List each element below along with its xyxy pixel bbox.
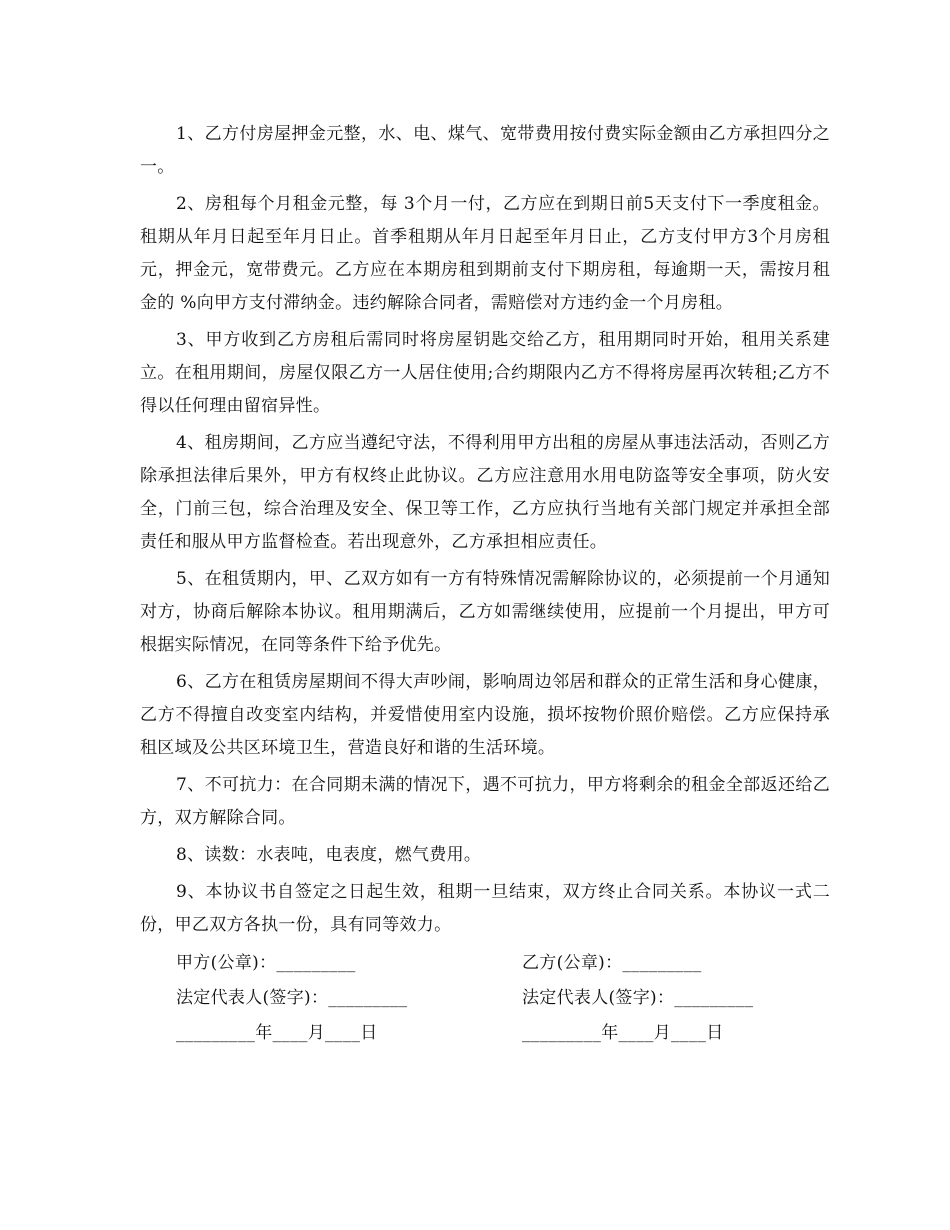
seal-row: [140, 946, 830, 981]
signature-block: [140, 946, 830, 1051]
clause-9: 9、本协议书自签定之日起生效，租期一旦结束，双方终止合同关系。本协议一式二份，甲乙双方各执一份，具有同等效力。: [140, 882, 830, 935]
party-a-date: _________年____月____日: [176, 1023, 378, 1043]
clause-1: 1、乙方付房屋押金元整，水、电、煤气、宽带费用按付费实际金额由乙方承担四分之一。: [140, 124, 830, 177]
clause-2: 2、房租每个月租金元整，每 3个月一付，乙方应在到期日前5天支付下一季度租金。租期从年月日起至年月日止。首季租期从年月日起至年月日止，乙方支付甲方3个月房租元，押金元，宽带费元。乙方应在本期房租到期前支付下期房租，每逾期一天，需按月租金的 %向甲方支付滞纳金。违约解除合同者，需赔偿对方违约金一个月房租。: [140, 194, 830, 313]
clause-4: 4、租房期间，乙方应当遵纪守法，不得利用甲方出租的房屋从事违法活动，否则乙方除承担法律后果外，甲方有权终止此协议。乙方应注意用水用电防盗等安全事项，防火安全，门前三包，综合治理及安全、保卫等工作，乙方应执行当地有关部门规定并承担全部责任和服从甲方监督检查。若出现意外，乙方承担相应责任。: [140, 433, 830, 552]
clause-3: 3、甲方收到乙方房租后需同时将房屋钥匙交给乙方，租用期同时开始，租用关系建立。在租用期间，房屋仅限乙方一人居住使用;合约期限内乙方不得将房屋再次转租;乙方不得以任何理由留宿异性。: [140, 330, 830, 416]
clause-7: 7、不可抗力：在合同期未满的情况下，遇不可抗力，甲方将剩余的租金全部返还给乙方，双方解除合同。: [140, 775, 830, 828]
contract-body: [140, 118, 830, 1051]
party-b-representative: 法定代表人(签字)：_________: [522, 988, 754, 1008]
representative-row: [140, 981, 830, 1016]
party-b-date: _________年____月____日: [522, 1023, 724, 1043]
party-a-seal: 甲方(公章)：_________: [176, 953, 356, 973]
party-b-seal: 乙方(公章)：_________: [522, 953, 702, 973]
clause-5: 5、在租赁期内，甲、乙双方如有一方有特殊情况需解除协议的，必须提前一个月通知对方，协商后解除本协议。租用期满后，乙方如需继续使用，应提前一个月提出，甲方可根据实际情况，在同等条件下给予优先。: [140, 569, 830, 655]
date-row: [140, 1016, 830, 1051]
clause-6: 6、乙方在租赁房屋期间不得大声吵闹，影响周边邻居和群众的正常生活和身心健康，乙方不得擅自改变室内结构，并爱惜使用室内设施，损坏按物价照价赔偿。乙方应保持承租区域及公共区环境卫生，营造良好和谐的生活环境。: [140, 672, 830, 758]
clause-8: 8、读数：水表吨，电表度，燃气费用。: [176, 845, 482, 865]
party-a-representative: 法定代表人(签字)：_________: [176, 988, 408, 1008]
